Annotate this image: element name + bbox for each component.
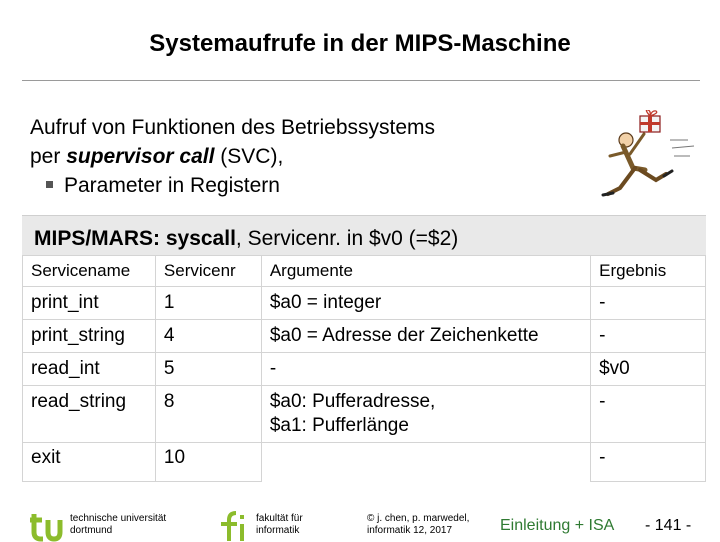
- table-row: [23, 353, 706, 386]
- syscall-table: [22, 255, 706, 482]
- table-cell: -: [591, 386, 706, 443]
- table-cell: 5: [155, 353, 261, 386]
- table-cell: 4: [155, 320, 261, 353]
- bullet-text: Parameter in Registern: [64, 174, 280, 197]
- intro-line-2: [30, 142, 435, 171]
- tu-line-1: technische universität: [70, 513, 167, 524]
- intro-prefix: per: [30, 145, 67, 168]
- bullet-item: [30, 171, 435, 200]
- page-number: - 141 -: [645, 517, 692, 534]
- tu-dortmund-text: [70, 513, 166, 537]
- fi-line-1: fakultät für: [256, 513, 303, 524]
- table-cell: [261, 443, 590, 482]
- table-cell: -: [261, 353, 590, 386]
- slide-title: Systemaufrufe in der MIPS-Maschine: [149, 30, 571, 57]
- copyright-line-1: © j. chen, p. marwedel,: [367, 513, 470, 524]
- table-row: [23, 386, 706, 443]
- intro-emphasis: supervisor call: [66, 145, 215, 168]
- table-row: [23, 320, 706, 353]
- running-man-with-gift-clipart: [590, 110, 700, 210]
- table-cell: 8: [155, 386, 261, 443]
- heading-rest-part: , Servicenr. in $v0 (=$2): [235, 227, 459, 250]
- copyright-text: [367, 513, 469, 537]
- fi-line-2: informatik: [256, 525, 300, 536]
- syscall-heading-text: [34, 227, 458, 251]
- table-cell: print_int: [23, 287, 156, 320]
- table-cell: [261, 386, 590, 443]
- column-header: Servicenr: [155, 256, 261, 287]
- table-cell: read_string: [23, 386, 156, 443]
- table-cell: read_int: [23, 353, 156, 386]
- syscall-table-heading: [22, 215, 706, 256]
- table-cell: $v0: [591, 353, 706, 386]
- column-header: Servicename: [23, 256, 156, 287]
- table-cell: $a0 = Adresse der Zeichenkette: [261, 320, 590, 353]
- copyright-line-2: informatik 12, 2017: [367, 525, 453, 536]
- table-cell: print_string: [23, 320, 156, 353]
- table-cell: $a0 = integer: [261, 287, 590, 320]
- heading-bold-part: MIPS/MARS: syscall: [34, 227, 236, 250]
- bullet-square-icon: [46, 181, 53, 188]
- column-header: Argumente: [261, 256, 590, 287]
- table-cell: 1: [155, 287, 261, 320]
- tu-line-2: dortmund: [70, 525, 113, 536]
- column-header: Ergebnis: [591, 256, 706, 287]
- table-cell: -: [591, 320, 706, 353]
- fi-logo: [217, 510, 247, 542]
- arg-line-1: $a0: Pufferadresse,: [269, 391, 436, 412]
- table-row: [23, 287, 706, 320]
- table-cell: exit: [23, 443, 156, 482]
- intro-suffix: (SVC),: [214, 145, 284, 168]
- arg-line-2: $a1: Pufferlänge: [269, 415, 409, 436]
- intro-line-1: Aufruf von Funktionen des Betriebssystems: [30, 116, 436, 139]
- title-divider: [22, 80, 700, 81]
- table-header-row: [23, 256, 706, 287]
- intro-text: [30, 113, 435, 200]
- chapter-label: Einleitung + ISA: [500, 517, 615, 534]
- table-cell: -: [591, 287, 706, 320]
- table-row: [23, 443, 706, 482]
- table-cell: -: [591, 443, 706, 482]
- slide-footer: [0, 505, 720, 540]
- tu-dortmund-logo: [30, 510, 64, 542]
- table-cell: 10: [155, 443, 261, 482]
- fi-text: [256, 513, 303, 537]
